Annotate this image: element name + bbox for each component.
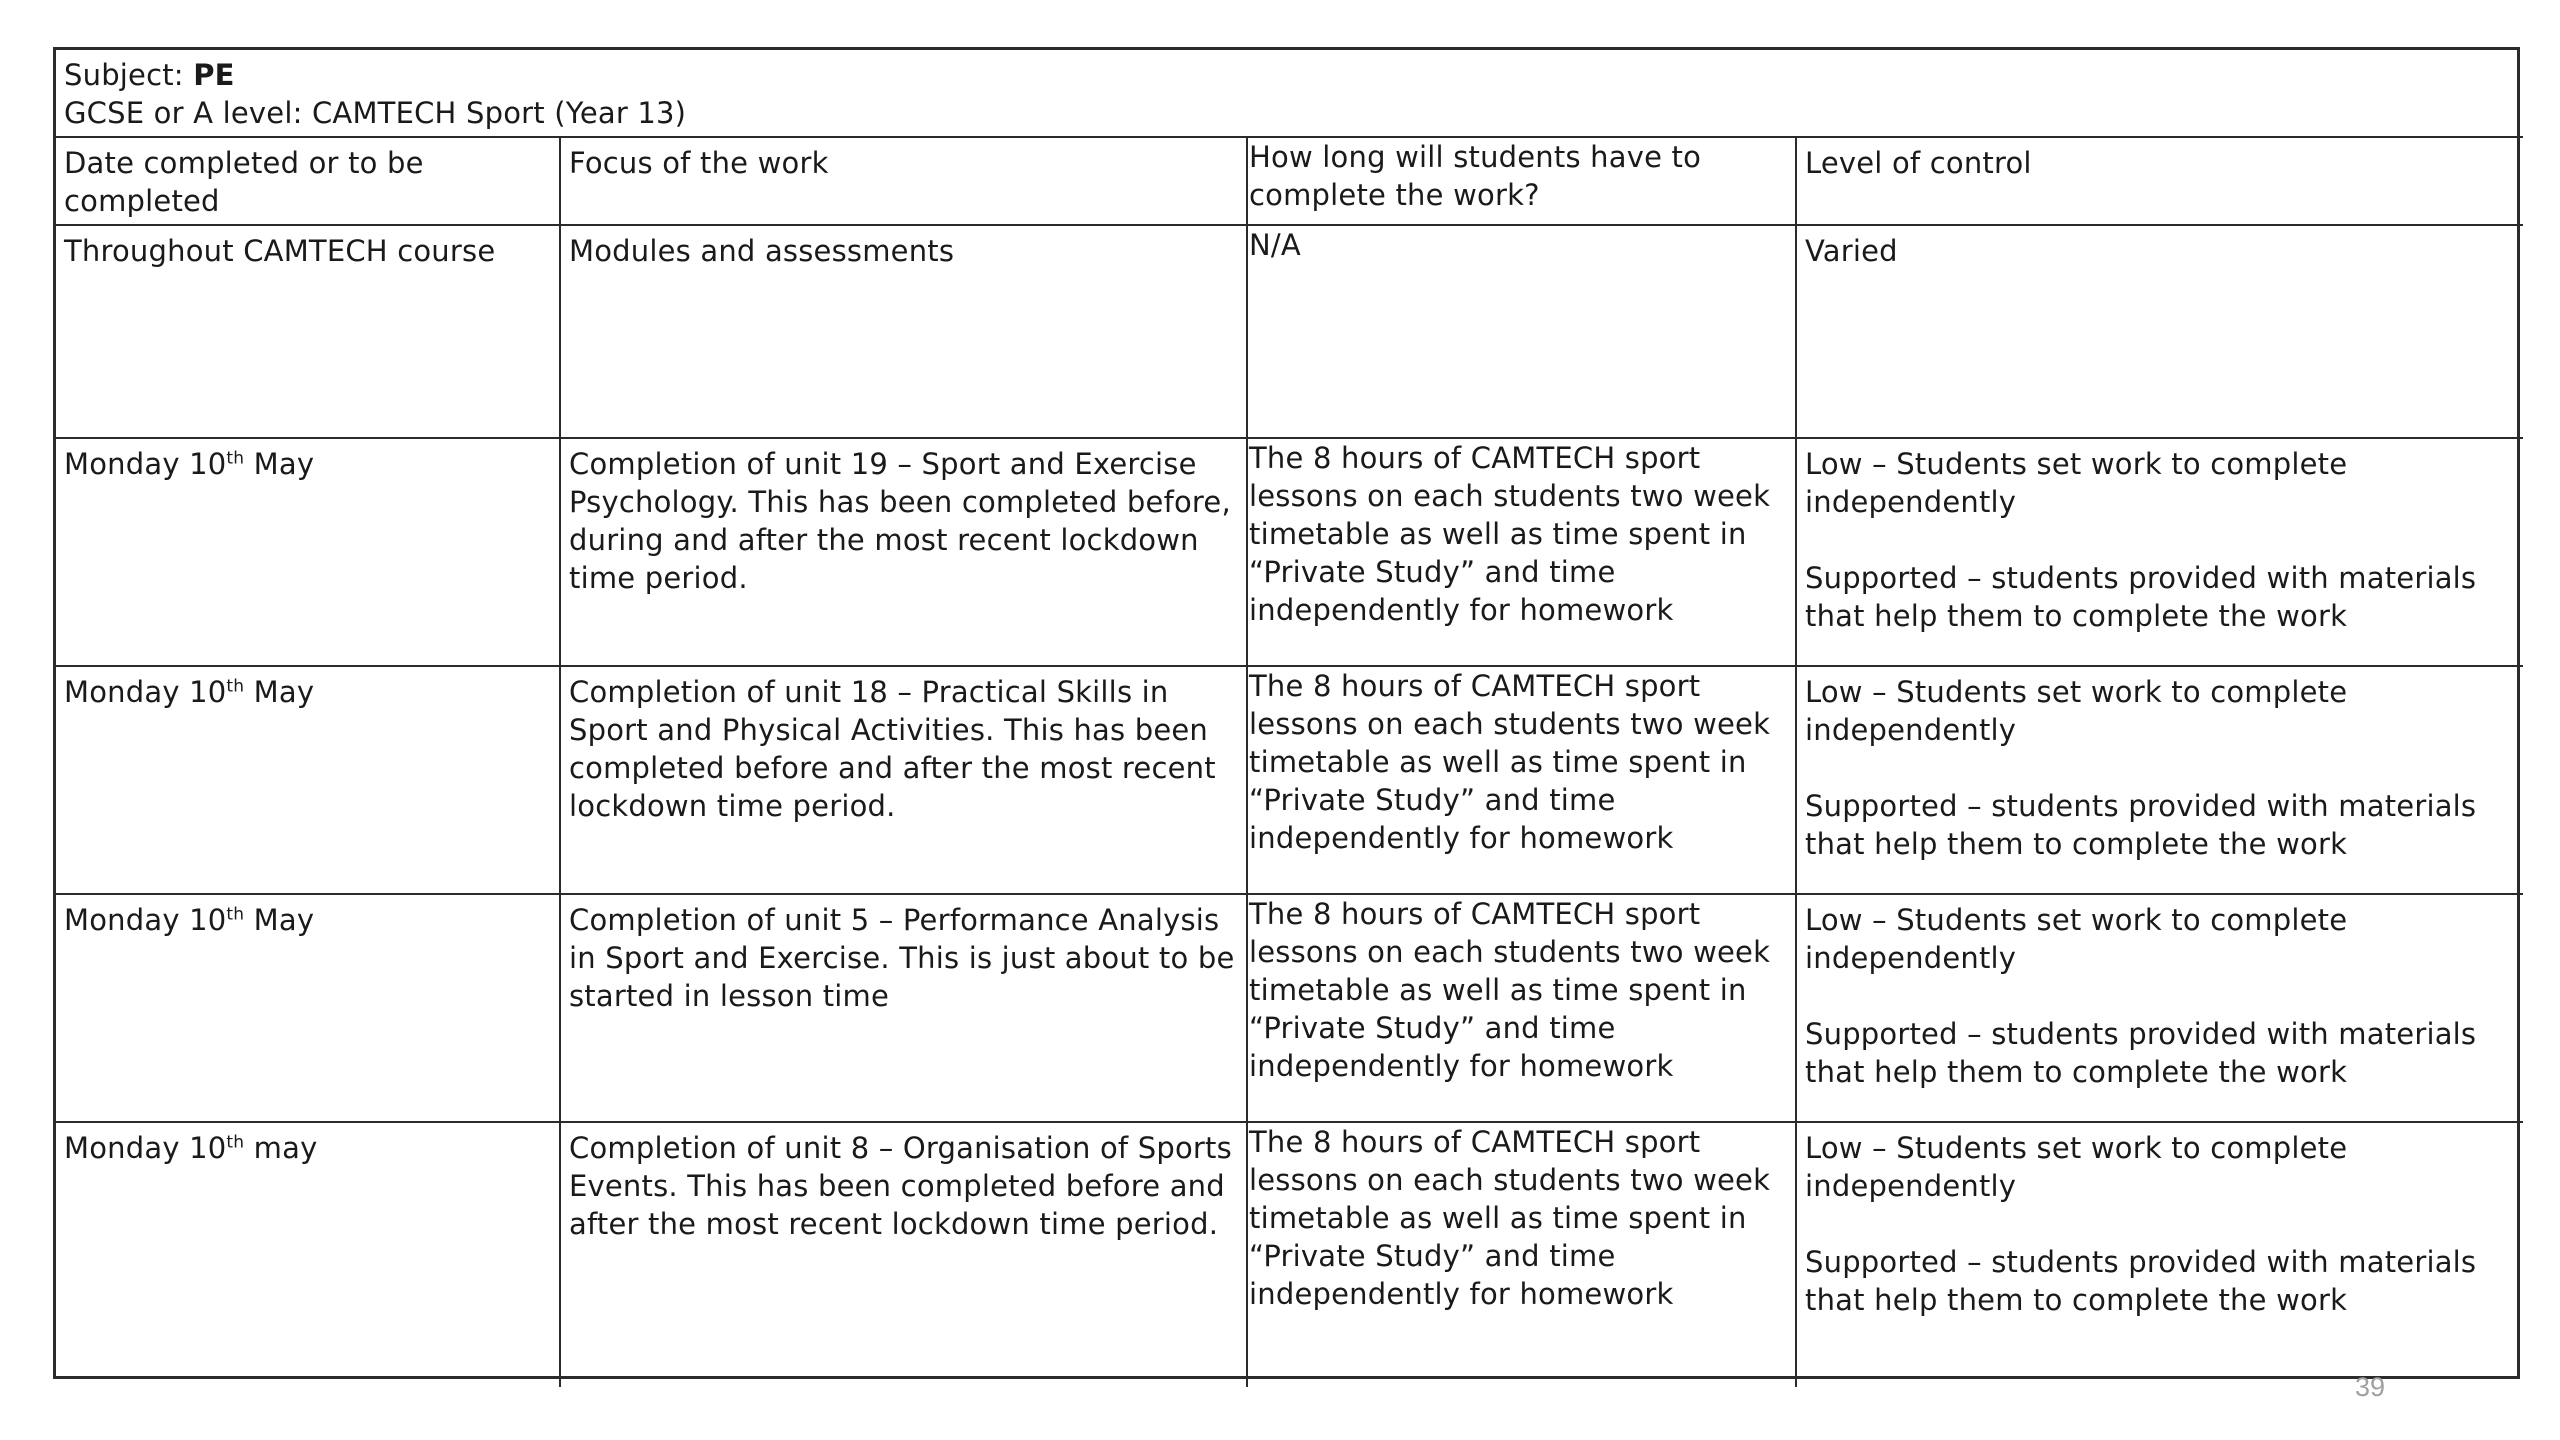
date-text: Monday 10 [64,447,227,481]
focus-cell: Modules and assessments [560,225,1247,438]
duration-cell: The 8 hours of CAMTECH sport lessons on each students two week timetable as well as time spent in “Private Study” and time independently for homework [1247,894,1796,1122]
control-supported-text: Supported – students provided with materials that help them to complete the work [1805,1245,2477,1317]
assessment-table [56,50,2523,1387]
duration-cell: The 8 hours of CAMTECH sport lessons on each students two week timetable as well as time spent in “Private Study” and time independently for homework [1247,1122,1796,1387]
date-text: Throughout CAMTECH course [64,234,496,268]
column-header-row [56,137,2523,225]
page-number: 39 [2355,1372,2386,1402]
duration-cell: The 8 hours of CAMTECH sport lessons on each students two week timetable as well as time spent in “Private Study” and time independently for homework [1247,438,1796,666]
subject-label: Subject: [64,58,184,92]
date-cell [56,1122,560,1387]
subject-header-row [56,50,2523,137]
date-month: May [244,675,315,709]
control-cell [1796,894,2523,1122]
control-low-text: Varied [1805,234,1898,268]
spacer [1805,977,2515,1015]
date-cell [56,438,560,666]
date-cell [56,666,560,894]
spacer [1805,1205,2515,1243]
subject-line [64,56,2515,94]
column-header-focus: Focus of the work [560,137,1247,225]
duration-cell: N/A [1247,225,1796,438]
control-cell [1796,225,2523,438]
focus-cell: Completion of unit 5 – Performance Analysis in Sport and Exercise. This is just about to be started in lesson time [560,894,1247,1122]
table-row [56,1122,2523,1387]
control-supported-text: Supported – students provided with materials that help them to complete the work [1805,789,2477,861]
control-supported-text: Supported – students provided with materials that help them to complete the work [1805,1017,2477,1089]
subject-header-cell [56,50,2523,137]
table-row [56,438,2523,666]
column-header-date: Date completed or to be completed [56,137,560,225]
assessment-table-frame [53,47,2520,1379]
control-cell [1796,438,2523,666]
date-ordinal: th [226,904,245,925]
spacer [1805,749,2515,787]
control-low-text: Low – Students set work to complete independently [1805,447,2348,519]
table-row [56,666,2523,894]
control-supported-text: Supported – students provided with materials that help them to complete the work [1805,561,2477,633]
date-ordinal: th [226,448,245,469]
date-month: May [244,903,315,937]
table-row [56,225,2523,438]
control-low-text: Low – Students set work to complete independently [1805,1131,2348,1203]
subject-value: PE [193,58,235,92]
column-header-duration: How long will students have to complete the work? [1247,137,1796,225]
focus-cell: Completion of unit 18 – Practical Skills in Sport and Physical Activities. This has been completed before and after the most recent lockdown time period. [560,666,1247,894]
focus-cell: Completion of unit 8 – Organisation of Sports Events. This has been completed before and after the most recent lockdown time period. [560,1122,1247,1387]
spacer [1805,521,2515,559]
control-low-text: Low – Students set work to complete independently [1805,675,2348,747]
course-line: GCSE or A level: CAMTECH Sport (Year 13) [64,96,687,130]
date-month: may [244,1131,318,1165]
date-text: Monday 10 [64,675,227,709]
date-text: Monday 10 [64,903,227,937]
date-cell [56,894,560,1122]
column-header-control: Level of control [1796,137,2523,225]
date-month: May [244,447,315,481]
date-ordinal: th [226,1132,245,1153]
control-low-text: Low – Students set work to complete independently [1805,903,2348,975]
control-cell [1796,1122,2523,1387]
date-text: Monday 10 [64,1131,227,1165]
control-cell [1796,666,2523,894]
date-cell [56,225,560,438]
date-ordinal: th [226,676,245,697]
table-row [56,894,2523,1122]
focus-cell: Completion of unit 19 – Sport and Exercise Psychology. This has been completed before, during and after the most recent lockdown time period. [560,438,1247,666]
duration-cell: The 8 hours of CAMTECH sport lessons on each students two week timetable as well as time spent in “Private Study” and time independently for homework [1247,666,1796,894]
